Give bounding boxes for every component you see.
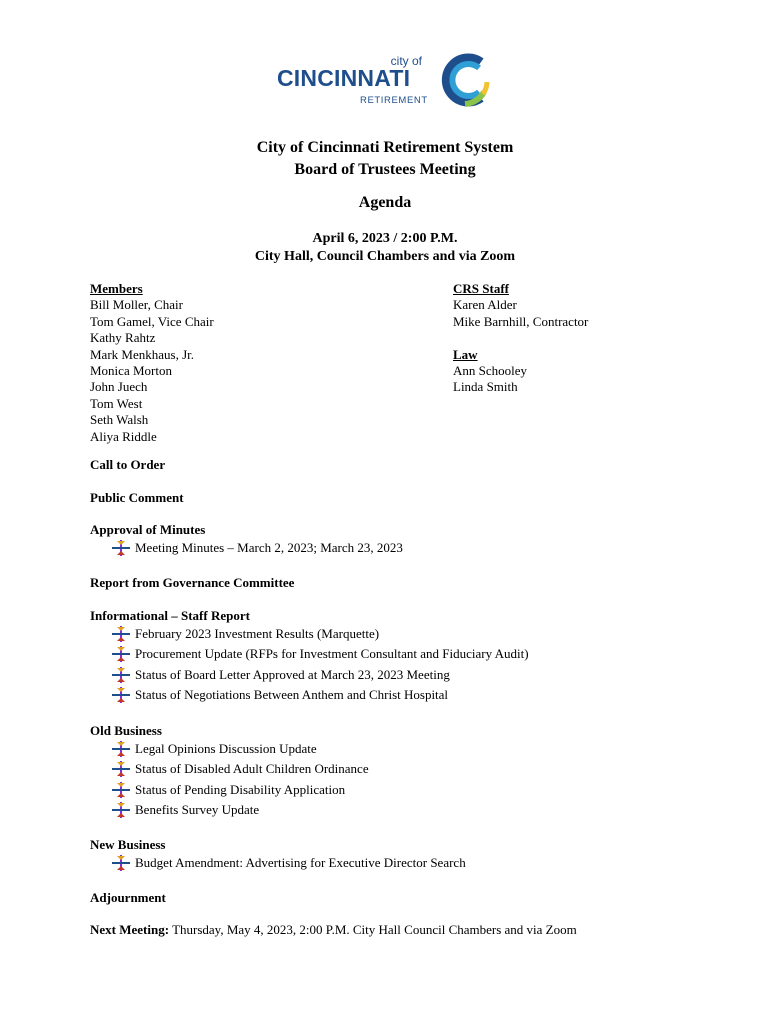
logo-city-of-text: city of	[390, 54, 422, 68]
logo-cincinnati-text: CINCINNATI	[277, 65, 411, 91]
arrow-bullet-icon	[112, 741, 130, 757]
arrow-bullet-icon	[112, 626, 130, 642]
public-comment-section	[90, 490, 184, 506]
public-comment-heading: Public Comment	[90, 490, 184, 505]
informational-heading: Informational – Staff Report	[90, 608, 250, 623]
old-business-heading: Old Business	[90, 723, 162, 738]
next-meeting-text: Thursday, May 4, 2023, 2:00 P.M. City Hall Council Chambers and via Zoom	[172, 922, 577, 937]
adjournment-section	[90, 890, 166, 906]
staff-list	[453, 281, 588, 396]
agenda-title: Agenda	[358, 194, 412, 211]
meeting-location: City Hall, Council Chambers and via Zoom	[254, 249, 516, 264]
agenda-item-text: Status of Negotiations Between Anthem and Christ Hospital	[135, 687, 449, 703]
old-business-section	[90, 723, 369, 821]
arrow-bullet-icon	[112, 802, 130, 818]
arrow-bullet-icon	[112, 855, 130, 871]
new-business-heading: New Business	[90, 837, 166, 852]
agenda-item	[90, 853, 466, 873]
meeting-date-time: April 6, 2023 / 2:00 P.M.	[312, 231, 458, 246]
agenda-item-text: Status of Disabled Adult Children Ordinance	[135, 761, 369, 777]
call-to-order-heading: Call to Order	[90, 457, 166, 472]
member-name: Kathy Rahtz	[90, 330, 156, 346]
crs-staff-heading: CRS Staff	[453, 281, 509, 296]
member-name: Mark Menkhaus, Jr.	[90, 346, 194, 362]
agenda-item	[90, 685, 529, 705]
call-to-order-section	[90, 457, 165, 473]
approval-of-minutes-section	[90, 522, 403, 558]
member-name: Tom Gamel, Vice Chair	[90, 313, 214, 329]
law-name: Ann Schooley	[453, 363, 528, 379]
member-name: Bill Moller, Chair	[90, 297, 183, 313]
arrow-bullet-icon	[112, 782, 130, 798]
member-name: Aliya Riddle	[90, 428, 157, 444]
member-name: Tom West	[90, 395, 143, 411]
member-name: John Juech	[90, 379, 148, 395]
agenda-item-text: Meeting Minutes – March 2, 2023; March 23, 2023	[135, 540, 403, 555]
staff-name: Mike Barnhill, Contractor	[453, 313, 589, 329]
staff-name: Karen Alder	[453, 297, 517, 313]
members-list	[90, 281, 214, 445]
arrow-bullet-icon	[112, 646, 130, 662]
member-name: Monica Morton	[90, 363, 172, 379]
approval-of-minutes-heading: Approval of Minutes	[90, 522, 206, 537]
arrow-bullet-icon	[112, 687, 130, 703]
governance-section	[90, 575, 294, 591]
agenda-item	[90, 780, 369, 800]
agenda-item-text: Procurement Update (RFPs for Investment Consultant and Fiduciary Audit)	[135, 646, 529, 662]
agenda-item	[90, 644, 529, 664]
adjournment-heading: Adjournment	[90, 890, 166, 905]
agenda-item-text: Status of Pending Disability Application	[135, 781, 346, 797]
governance-heading: Report from Governance Committee	[90, 575, 295, 590]
agenda-item	[90, 759, 369, 779]
agenda-item	[90, 624, 529, 644]
next-meeting-section	[90, 922, 577, 938]
logo-c-mark-icon	[435, 52, 493, 108]
city-of-cincinnati-retirement-logo	[277, 50, 492, 110]
arrow-bullet-icon	[112, 540, 130, 556]
agenda-item	[90, 665, 529, 685]
next-meeting-label: Next Meeting:	[90, 922, 170, 937]
system-title: City of Cincinnati Retirement System	[256, 139, 514, 156]
agenda-item-text: Legal Opinions Discussion Update	[135, 741, 317, 756]
members-heading: Members	[90, 281, 143, 296]
agenda-item-text: February 2023 Investment Results (Marquette)	[135, 626, 380, 641]
law-name: Linda Smith	[453, 379, 518, 395]
law-heading: Law	[453, 346, 478, 362]
member-name: Seth Walsh	[90, 412, 149, 428]
meeting-title: Board of Trustees Meeting	[294, 161, 476, 178]
arrow-bullet-icon	[112, 667, 130, 683]
agenda-item-text: Budget Amendment: Advertising for Executive Director Search	[135, 855, 466, 870]
agenda-item	[90, 538, 403, 558]
new-business-section	[90, 837, 466, 873]
agenda-item-text: Benefits Survey Update	[135, 802, 260, 818]
agenda-item	[90, 800, 369, 820]
arrow-bullet-icon	[112, 761, 130, 777]
agenda-item-text: Status of Board Letter Approved at March 23, 2023 Meeting	[135, 666, 450, 682]
informational-staff-report-section	[90, 608, 529, 706]
logo-retirement-text: RETIREMENT	[360, 95, 428, 106]
agenda-item	[90, 739, 369, 759]
